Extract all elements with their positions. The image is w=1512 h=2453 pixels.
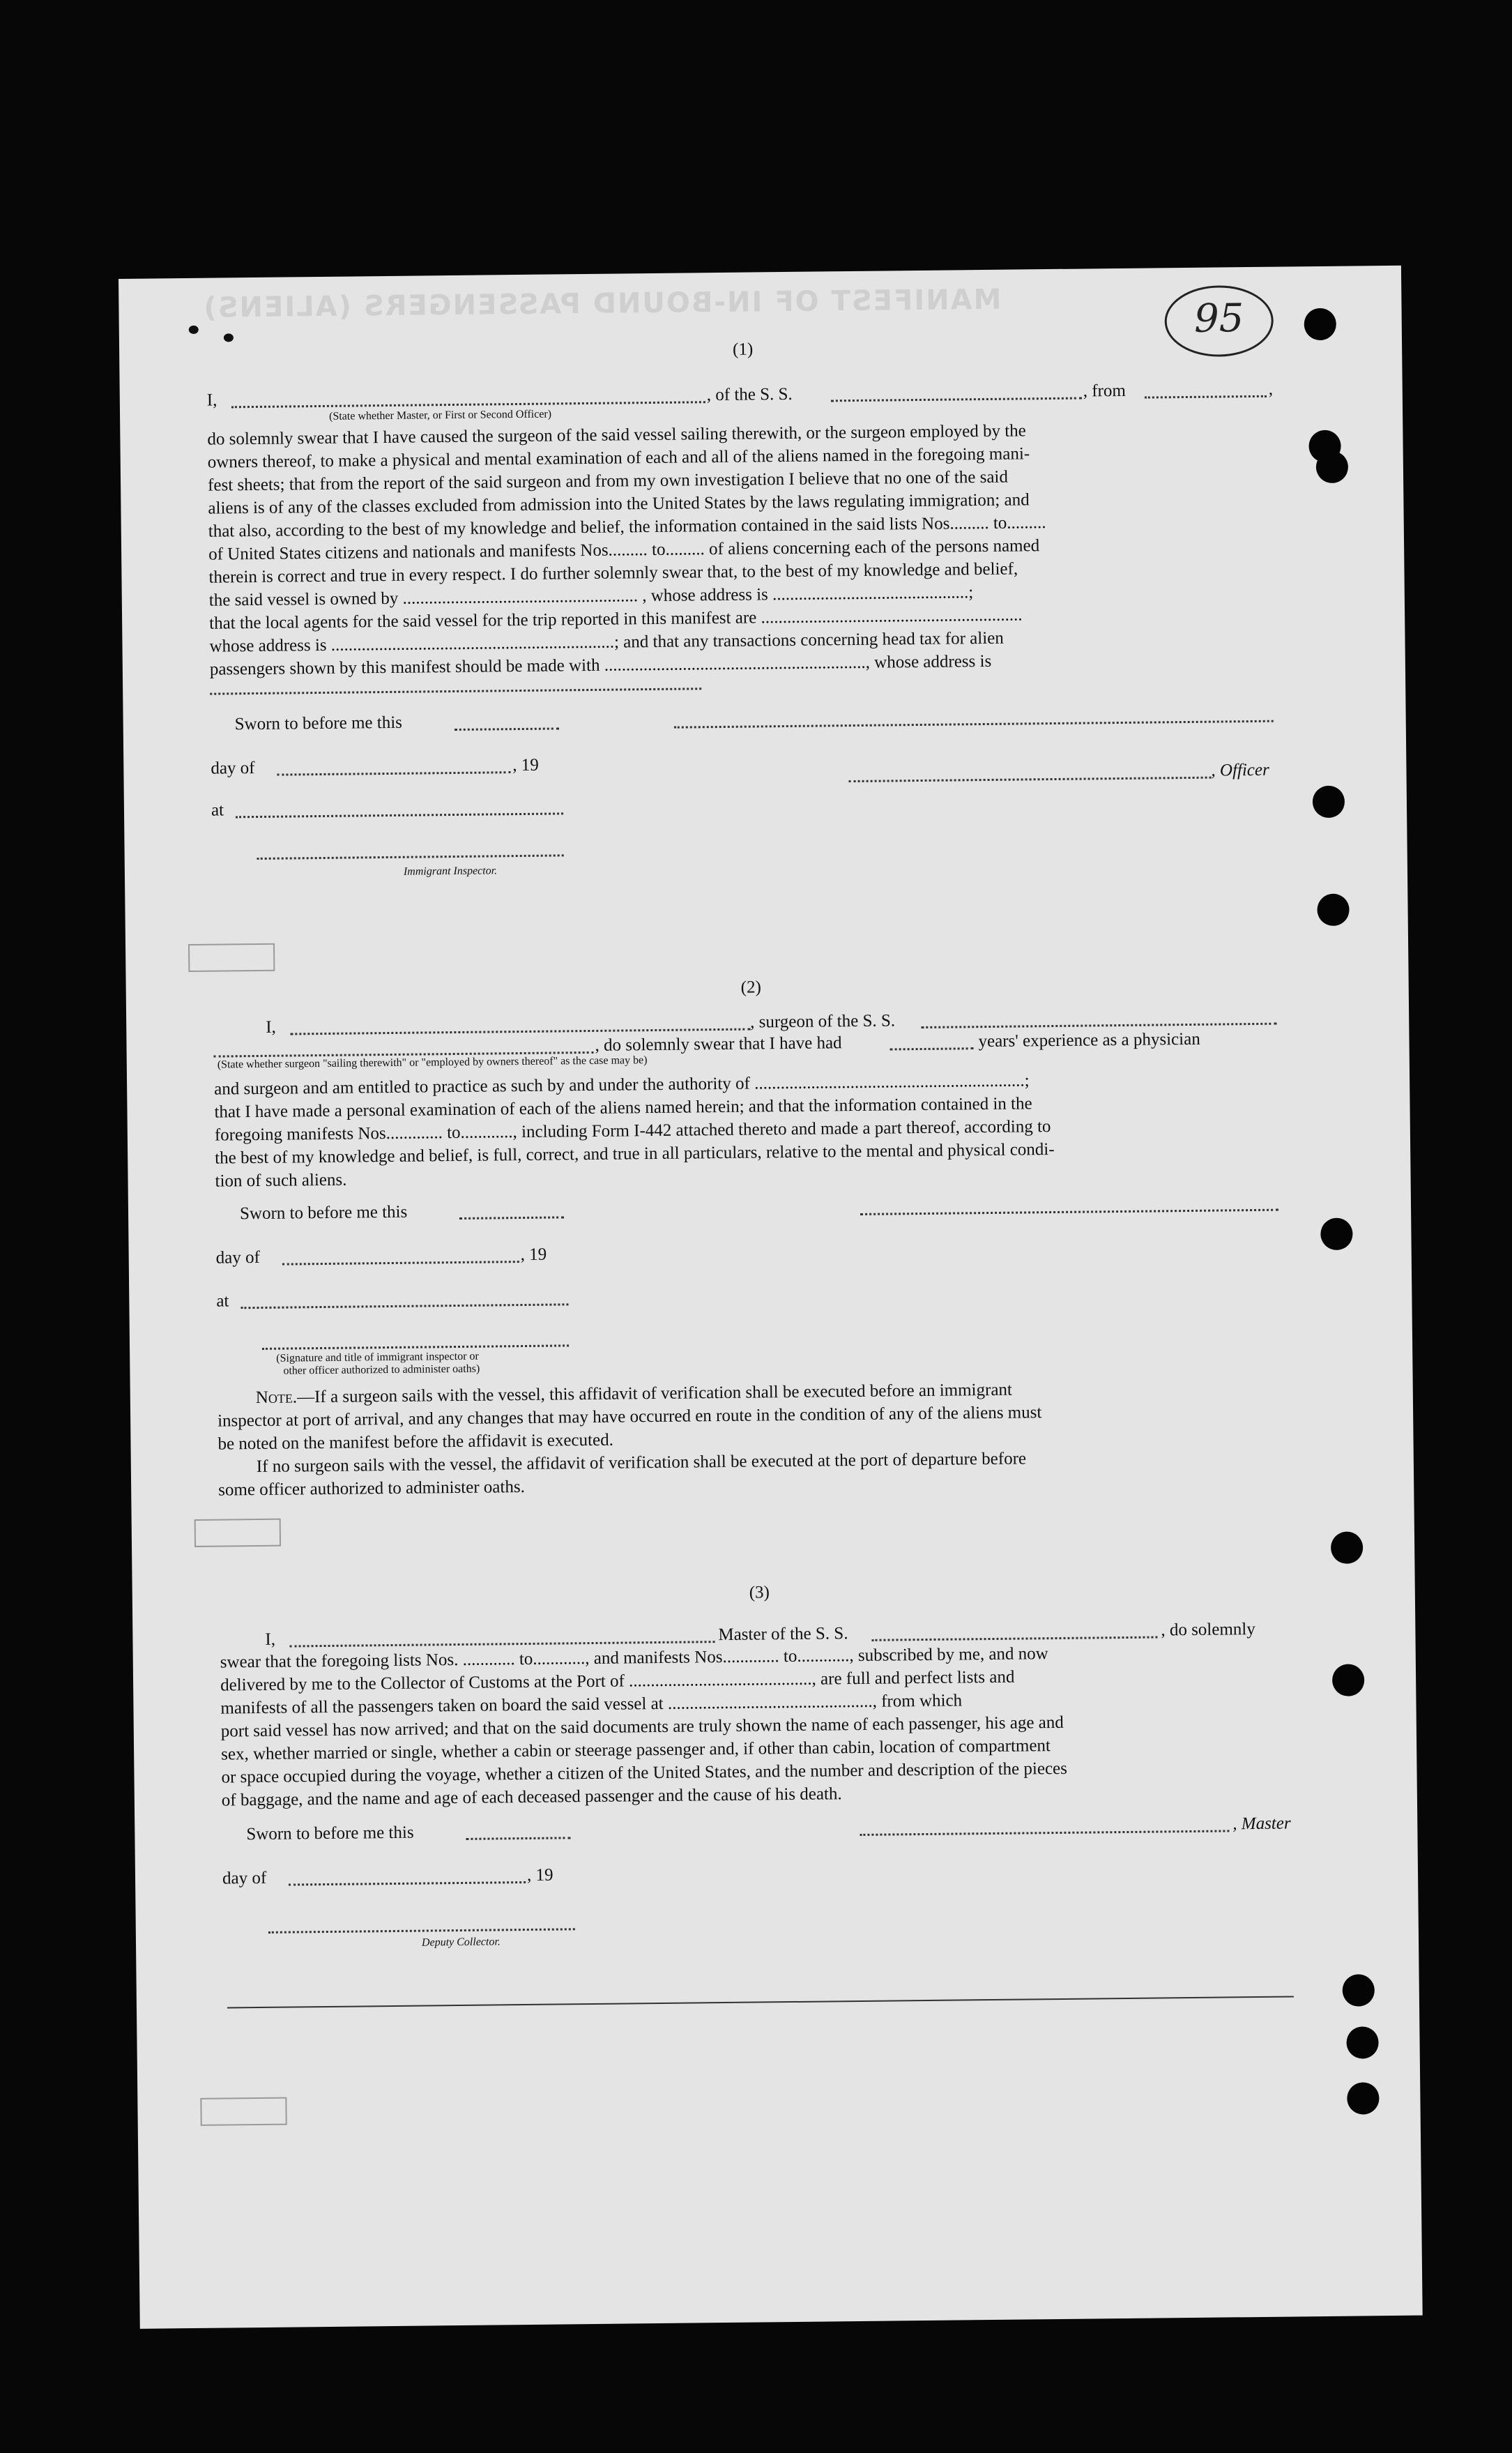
body-line: of baggage, and the name and age of each deceased passenger and the cause of his death.	[221, 1784, 842, 1810]
fill-line	[860, 1830, 1229, 1836]
faint-stamp	[194, 1519, 281, 1547]
handwritten-page-mark: 95	[1164, 285, 1274, 358]
binder-hole	[1331, 1531, 1363, 1563]
body-line: or space occupied during the voyage, whether a citizen of the United States, and the number and description of the pieces	[221, 1759, 1068, 1787]
body-line: sex, whether married or single, whether a cabin or steerage passenger and, if other than cabin, location of compartment	[221, 1736, 1051, 1764]
binder-hole	[1304, 308, 1336, 340]
section2-i: I,	[266, 1017, 276, 1037]
body-line: owners thereof, to make a physical and mental examination of each and all of the aliens named in the foregoing mani-	[207, 444, 1030, 472]
section2-body	[214, 1067, 1282, 1193]
body-line: the said vessel is owned by ...................................................... , whose address is .............................................;	[208, 583, 974, 610]
section2-number: (2)	[740, 978, 761, 997]
binder-hole	[1346, 2026, 1378, 2058]
ink-blot	[189, 326, 199, 334]
body-line: whose address is .................................................................; and that any transactions concerning head tax for alien	[209, 628, 1004, 656]
binder-hole	[1343, 1974, 1375, 2006]
fill-line	[289, 1881, 526, 1886]
body-line: that the local agents for the said vessel for the trip reported in this manifest are ............................................................	[209, 605, 1023, 633]
body-line: do solemnly swear that I have caused the surgeon of the said vessel sailing therewith, or the surgeon employed by the	[207, 421, 1026, 449]
faint-stamp	[188, 943, 275, 972]
section2-swear: , do solemnly swear that I have had	[595, 1033, 842, 1055]
body-line: that also, according to the best of my knowledge and belief, the information contained in the said lists Nos......... to.........	[208, 513, 1046, 541]
binder-hole	[1316, 451, 1348, 483]
manifest-form-page	[119, 266, 1423, 2329]
section1-year: , 19	[512, 755, 539, 775]
section2-year: , 19	[520, 1245, 547, 1265]
section3-body	[220, 1640, 1288, 1812]
fill-line	[282, 1261, 519, 1266]
body-line: fest sheets; that from the report of the said surgeon and from my own investigation I believe that no one of the said	[207, 467, 1009, 495]
section1-day-of: day of	[211, 758, 255, 778]
section2-at: at	[216, 1291, 229, 1311]
binder-hole	[1332, 1664, 1364, 1696]
section1-i: I,	[206, 390, 217, 410]
section1-sworn: Sworn to before me this	[234, 713, 403, 734]
bleed-through-title: MANIFEST OF IN-BOUND PASSENGERS (ALIENS)	[202, 283, 1002, 324]
ink-blot	[224, 333, 234, 342]
fill-line	[262, 1344, 569, 1350]
punctuation: ,	[1268, 379, 1274, 399]
section1-number: (1)	[732, 340, 754, 359]
fill-line	[849, 777, 1212, 782]
note-line: some officer authorized to administer oaths.	[218, 1477, 526, 1500]
section1-of-ss: , of the S. S.	[706, 384, 793, 405]
section3-year: , 19	[526, 1865, 553, 1885]
section1-officer: , Officer	[1211, 760, 1269, 780]
section2-note-block	[217, 1376, 1285, 1502]
body-line: the best of my knowledge and belief, is full, correct, and true in all particulars, relative to the mental and physical condi-	[215, 1140, 1055, 1168]
bottom-rule	[227, 1996, 1294, 2008]
section1-signer: Immigrant Inspector.	[403, 865, 498, 878]
body-line: foregoing manifests Nos............. to............, including Form I-442 attached thereto and made a part thereof, according to	[214, 1117, 1051, 1145]
section2-signer-line2: other officer authorized to administer oaths)	[283, 1362, 480, 1377]
section1-at: at	[211, 800, 224, 820]
section3-master-of: Master of the S. S.	[718, 1624, 848, 1645]
fill-line	[236, 812, 563, 818]
section1-note: (State whether Master, or First or Second Officer)	[328, 408, 552, 423]
section2-signer-line1: (Signature and title of immigrant inspector or	[276, 1350, 479, 1365]
body-line: delivered by me to the Collector of Customs at the Port of .........................................., are full and perfect lists and	[220, 1667, 1015, 1695]
fill-line	[890, 1047, 974, 1050]
fill-line	[1145, 395, 1267, 399]
fill-line	[268, 1928, 575, 1934]
section3-i: I,	[265, 1630, 276, 1649]
section3-sworn: Sworn to before me this	[246, 1823, 414, 1844]
faint-stamp	[200, 2097, 287, 2126]
note-line: be noted on the manifest before the affidavit is executed.	[217, 1430, 614, 1454]
binder-hole	[1313, 786, 1345, 818]
body-line: swear that the foregoing lists Nos. ............ to............, and manifests Nos............. to............, subscribed by me, and now	[220, 1644, 1048, 1672]
body-line: and surgeon and am entitled to practice as such by and under the authority of ..............................................................;	[214, 1071, 1030, 1099]
binder-hole	[1317, 894, 1349, 926]
body-line: aliens is of any of the classes excluded from admission into the United States by the laws regulating immigration; and	[208, 490, 1030, 518]
section2-note: (State whether surgeon "sailing therewith" or "employed by owners thereof" as the case may be)	[217, 1054, 648, 1071]
fill-line	[459, 1216, 564, 1220]
section3-signer: Deputy Collector.	[421, 1936, 501, 1949]
section2-surgeon-of: , surgeon of the S. S.	[750, 1011, 896, 1032]
fill-line	[860, 1209, 1278, 1215]
fill-line	[831, 397, 1082, 402]
body-line: port said vessel has now arrived; and that on the said documents are truly shown the name of each passenger, his age and	[220, 1712, 1064, 1741]
fill-line	[257, 854, 564, 860]
section1-body	[207, 417, 1276, 681]
section1-from: , from	[1083, 381, 1127, 401]
section3-number: (3)	[749, 1583, 770, 1602]
fill-line	[921, 1023, 1276, 1028]
body-line: manifests of all the passengers taken on board the said vessel at ..............................................., from which	[220, 1691, 963, 1718]
body-line: therein is correct and true in every respect. I do further solemnly swear that, to the best of my knowledge and belief,	[208, 559, 1018, 587]
body-line: of United States citizens and nationals and manifests Nos......... to......... of aliens concerning each of the persons named	[208, 536, 1040, 564]
binder-hole	[1320, 1218, 1352, 1250]
fill-line	[210, 688, 701, 694]
section2-years: years' experience as a physician	[978, 1029, 1200, 1051]
section3-master: , Master	[1232, 1814, 1291, 1834]
body-line: that I have made a personal examination of each of the aliens named herein; and that the information contained in the	[214, 1094, 1032, 1122]
fill-line	[871, 1636, 1157, 1641]
fill-line	[231, 401, 705, 408]
note-line: —If a surgeon sails with the vessel, this affidavit of verification shall be executed before an immigrant	[296, 1380, 1013, 1407]
section2-sworn: Sworn to before me this	[239, 1202, 408, 1224]
section3-day-of: day of	[222, 1868, 267, 1888]
body-line: tion of such aliens.	[215, 1170, 347, 1191]
fill-line	[240, 1303, 568, 1309]
fill-line	[455, 727, 559, 731]
note-line: If no surgeon sails with the vessel, the affidavit of verification shall be executed at the port of departure before	[256, 1449, 1027, 1477]
note-label: Note.	[255, 1388, 298, 1408]
note-line: inspector at port of arrival, and any changes that may have occurred en route in the condition of any of the aliens must	[217, 1403, 1042, 1431]
fill-line	[466, 1837, 570, 1840]
fill-line	[277, 771, 510, 776]
section2-day-of: day of	[215, 1247, 261, 1268]
fill-line	[674, 720, 1274, 729]
binder-hole	[1347, 2082, 1379, 2114]
body-line: passengers shown by this manifest should be made with ............................................................, whose address is	[209, 651, 992, 679]
section3-swear: , do solemnly	[1161, 1620, 1255, 1640]
